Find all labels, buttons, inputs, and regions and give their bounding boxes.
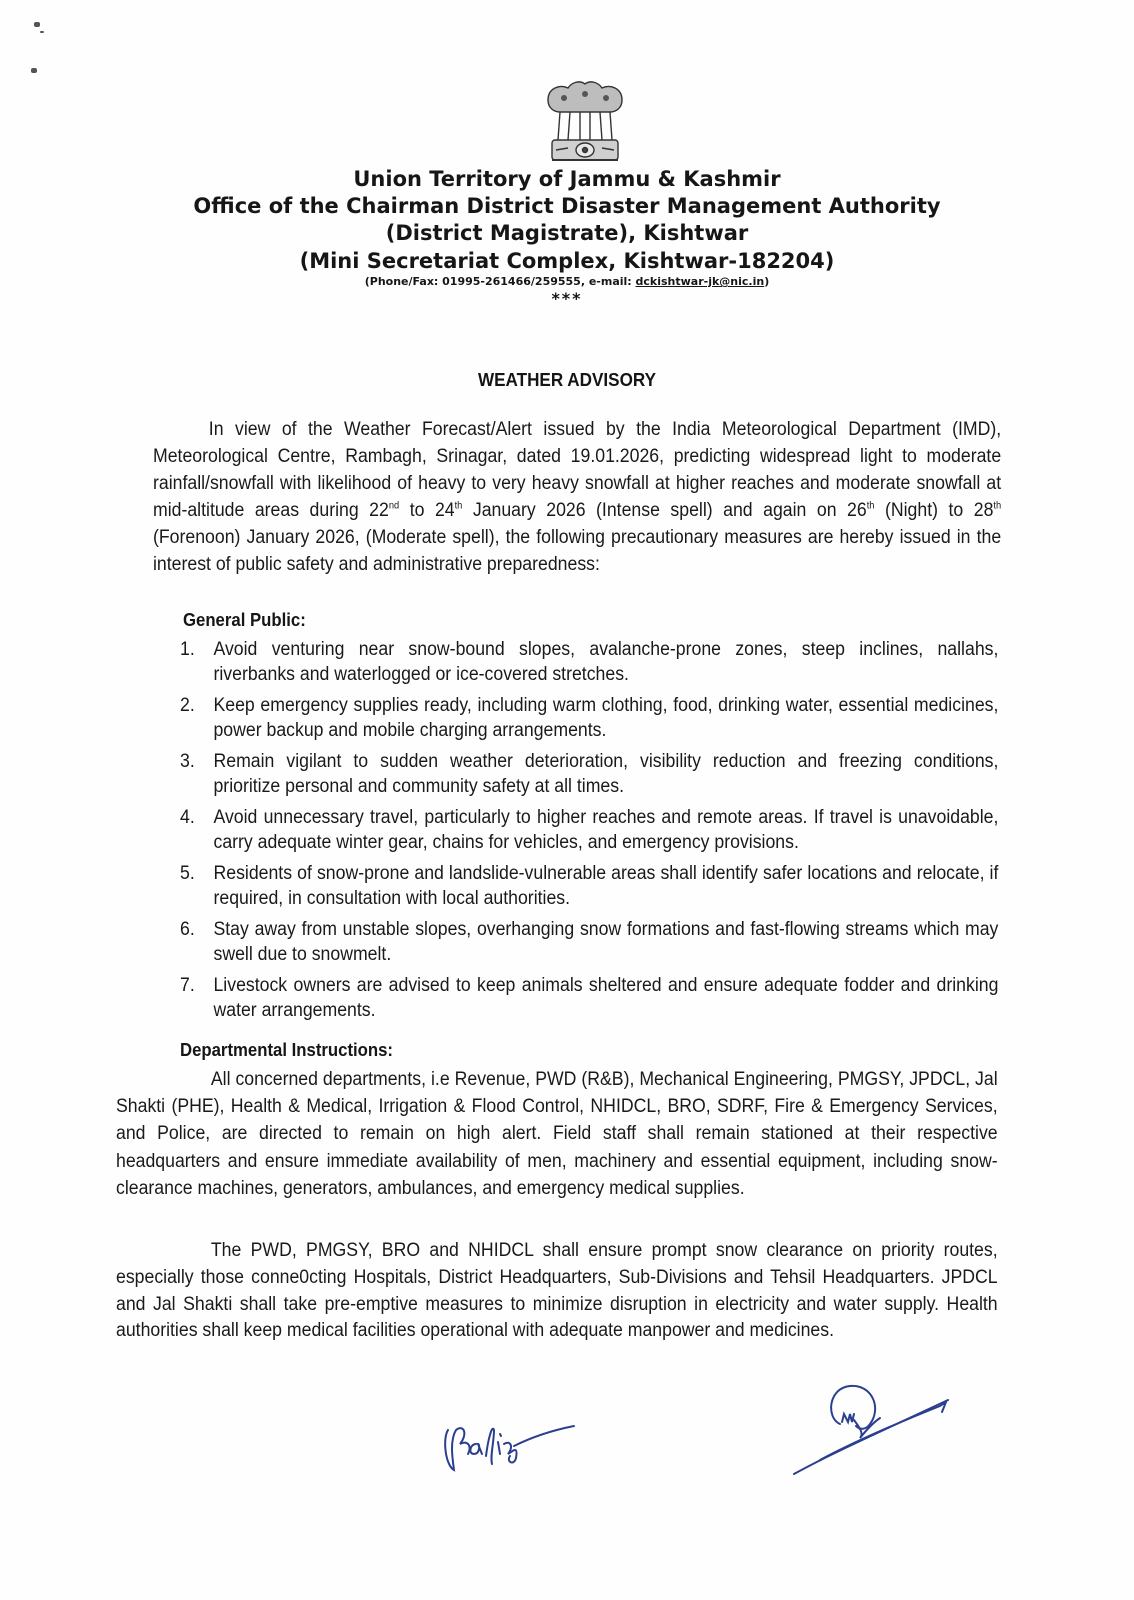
intro-paragraph bbox=[153, 416, 1001, 578]
scan-speck bbox=[31, 68, 37, 73]
list-item bbox=[180, 861, 998, 911]
departmental-paragraph-1: All concerned departments, i.e Revenue, PWD (R&B), Mechanical Engineering, PMGSY, JPDCL, Jal Shakti (PHE), Health & Medical, Irrigation & Flood Control, NHIDCL, BRO, SDRF, Fire & Emergency Services, and Police, are directed to remain on high alert. Field staff shall remain stationed at their respective headquarters and ensure immediate availability of men, machinery and essential equipment, including snow-clearance machines, generators, ambulances, and emergency medical supplies. bbox=[116, 1069, 998, 1199]
intro-text: In view of the Weather Forecast/Alert issued by the India Meteorological Department (IMD), Meteorological Centre, Rambagh, Srinagar, dated 19.01.2026, predicting widespread light to moderate rainfall/snowfall with likelihood of heavy to very heavy snowfall at higher reaches and moderate snowfall at mid-altitude areas during 22 bbox=[153, 419, 1002, 521]
national-emblem-icon bbox=[538, 78, 632, 170]
contact-phone: (Phone/Fax: 01995-261466/259555, e-mail: bbox=[364, 275, 636, 288]
list-number: 2. bbox=[180, 695, 195, 716]
header-address: (Mini Secretariat Complex, Kishtwar-182204) bbox=[299, 249, 835, 273]
signature-left-icon bbox=[438, 1400, 578, 1480]
list-item-text: Remain vigilant to sudden weather deterioration, visibility reduction and freezing conditions, prioritize personal and community safety at all times. bbox=[213, 751, 999, 797]
list-item bbox=[180, 693, 998, 743]
header-contact bbox=[0, 275, 1134, 288]
header-magistrate: (District Magistrate), Kishtwar bbox=[385, 221, 749, 245]
list-item-text: Avoid unnecessary travel, particularly to higher reaches and remote areas. If travel is unavoidable, carry adequate winter gear, chains for vehicles, and emergency provisions. bbox=[213, 807, 999, 853]
list-item-text: Residents of snow-prone and landslide-vulnerable areas shall identify safer locations and relocate, if required, in consultation with local authorities. bbox=[213, 863, 999, 909]
header-office-name: Office of the Chairman District Disaster Management Authority bbox=[193, 194, 941, 218]
departmental-paragraph-2: The PWD, PMGSY, BRO and NHIDCL shall ensure prompt snow clearance on priority routes, especially those conne0cting Hospitals, District Headquarters, Sub-Divisions and Tehsil Headquarters. JPDCL and Jal Shakti shall take pre-emptive measures to minimize disruption in electricity and water supply. Health authorities shall keep medical facilities operational with adequate manpower and medicines. bbox=[116, 1240, 998, 1342]
document-title: WEATHER ADVISORY bbox=[478, 370, 656, 390]
list-item bbox=[180, 805, 998, 855]
general-public-heading: General Public: bbox=[183, 610, 306, 630]
list-item-text: Livestock owners are advised to keep animals sheltered and ensure adequate fodder and drinking water arrangements. bbox=[213, 975, 999, 1021]
list-number: 1. bbox=[180, 639, 195, 660]
intro-text: January 2026 (Intense spell) and again on 26 bbox=[462, 500, 867, 521]
list-item bbox=[180, 917, 998, 967]
list-item bbox=[180, 637, 998, 687]
list-item bbox=[180, 749, 998, 799]
list-number: 6. bbox=[180, 919, 195, 940]
ordinal-suffix: nd bbox=[388, 500, 400, 512]
list-number: 3. bbox=[180, 751, 195, 772]
ordinal-suffix: th bbox=[866, 500, 875, 512]
scan-speck bbox=[34, 22, 40, 27]
scan-speck bbox=[40, 31, 44, 33]
ordinal-suffix: th bbox=[993, 500, 1002, 512]
contact-email-link[interactable]: dckishtwar-jk@nic.in bbox=[635, 275, 765, 288]
list-item bbox=[180, 973, 998, 1023]
signature-right-icon bbox=[790, 1378, 950, 1478]
list-item-text: Stay away from unstable slopes, overhanging snow formations and fast-flowing streams which may swell due to snowmelt. bbox=[213, 919, 999, 965]
list-number: 4. bbox=[180, 807, 195, 828]
intro-text: to 24 bbox=[399, 500, 455, 521]
list-item-text: Avoid venturing near snow-bound slopes, avalanche-prone zones, steep inclines, nallahs, riverbanks and waterlogged or ice-covered stretches. bbox=[213, 639, 999, 685]
ordinal-suffix: th bbox=[454, 500, 463, 512]
header-separator: *** bbox=[551, 289, 583, 308]
list-number: 5. bbox=[180, 863, 195, 884]
departmental-heading: Departmental Instructions: bbox=[180, 1040, 394, 1060]
intro-text: (Night) to 28 bbox=[874, 500, 994, 521]
contact-close: ) bbox=[764, 275, 770, 288]
header-ut-name: Union Territory of Jammu & Kashmir bbox=[353, 167, 781, 191]
list-item-text: Keep emergency supplies ready, including warm clothing, food, drinking water, essential medicines, power backup and mobile charging arrangements. bbox=[213, 695, 999, 741]
list-number: 7. bbox=[180, 975, 195, 996]
intro-text: (Forenoon) January 2026, (Moderate spell), the following precautionary measures are hereby issued in the interest of public safety and administrative preparedness: bbox=[153, 527, 1002, 575]
general-public-list bbox=[180, 637, 998, 1029]
